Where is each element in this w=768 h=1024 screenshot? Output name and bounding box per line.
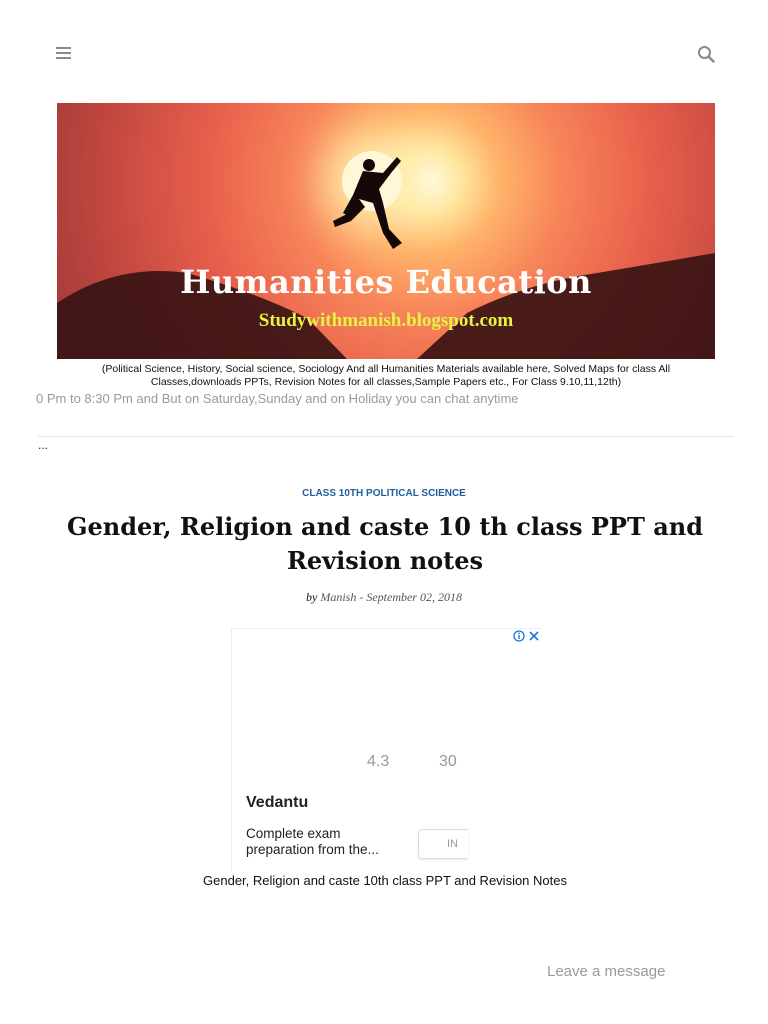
marquee-ticker: 0 Pm to 8:30 Pm and But on Saturday,Sunday and on Holiday you can chat anytime	[36, 391, 519, 406]
post-title: Gender, Religion and caste 10 th class PPT and Revision notes	[67, 512, 703, 575]
post-category-link[interactable]: CLASS 10TH POLITICAL SCIENCE	[302, 488, 466, 499]
hamburger-menu-icon[interactable]	[56, 47, 71, 61]
byline-separator: -	[356, 590, 367, 604]
jumping-person-icon	[333, 157, 402, 249]
site-description: (Political Science, History, Social science, Sociology And all Humanities Materials available here, Solved Maps for class All Classes,downloads PPTs, Revision Notes for all classes,Sample Papers etc., For Class 9.10,11,12th)	[101, 363, 671, 388]
image-caption: Gender, Religion and caste 10th class PPT and Revision Notes	[203, 873, 567, 888]
banner-title: Humanities Education	[180, 263, 592, 301]
post-date: September 02, 2018	[366, 590, 462, 604]
ad-review-count: 30	[439, 753, 457, 770]
divider	[38, 436, 734, 437]
ad-cta-button[interactable]: IN	[418, 829, 468, 859]
ellipsis-text: ...	[38, 438, 49, 452]
adchoices-icon[interactable]	[513, 630, 525, 642]
post-byline	[0, 590, 768, 605]
ad-rating: 4.3	[367, 753, 390, 770]
by-label: by	[306, 590, 318, 604]
search-icon[interactable]	[697, 45, 715, 63]
ad-brand-name[interactable]: Vedantu	[246, 794, 309, 811]
header-banner[interactable]	[57, 103, 715, 359]
ad-description: Complete exam preparation from the...	[246, 826, 379, 857]
close-icon[interactable]	[528, 630, 540, 642]
banner-url: Studywithmanish.blogspot.com	[258, 310, 514, 331]
author-link[interactable]: Manish	[320, 590, 357, 604]
advertisement[interactable]	[231, 628, 542, 871]
ad-controls	[513, 630, 540, 642]
leave-message-button[interactable]: Leave a message	[547, 963, 666, 980]
